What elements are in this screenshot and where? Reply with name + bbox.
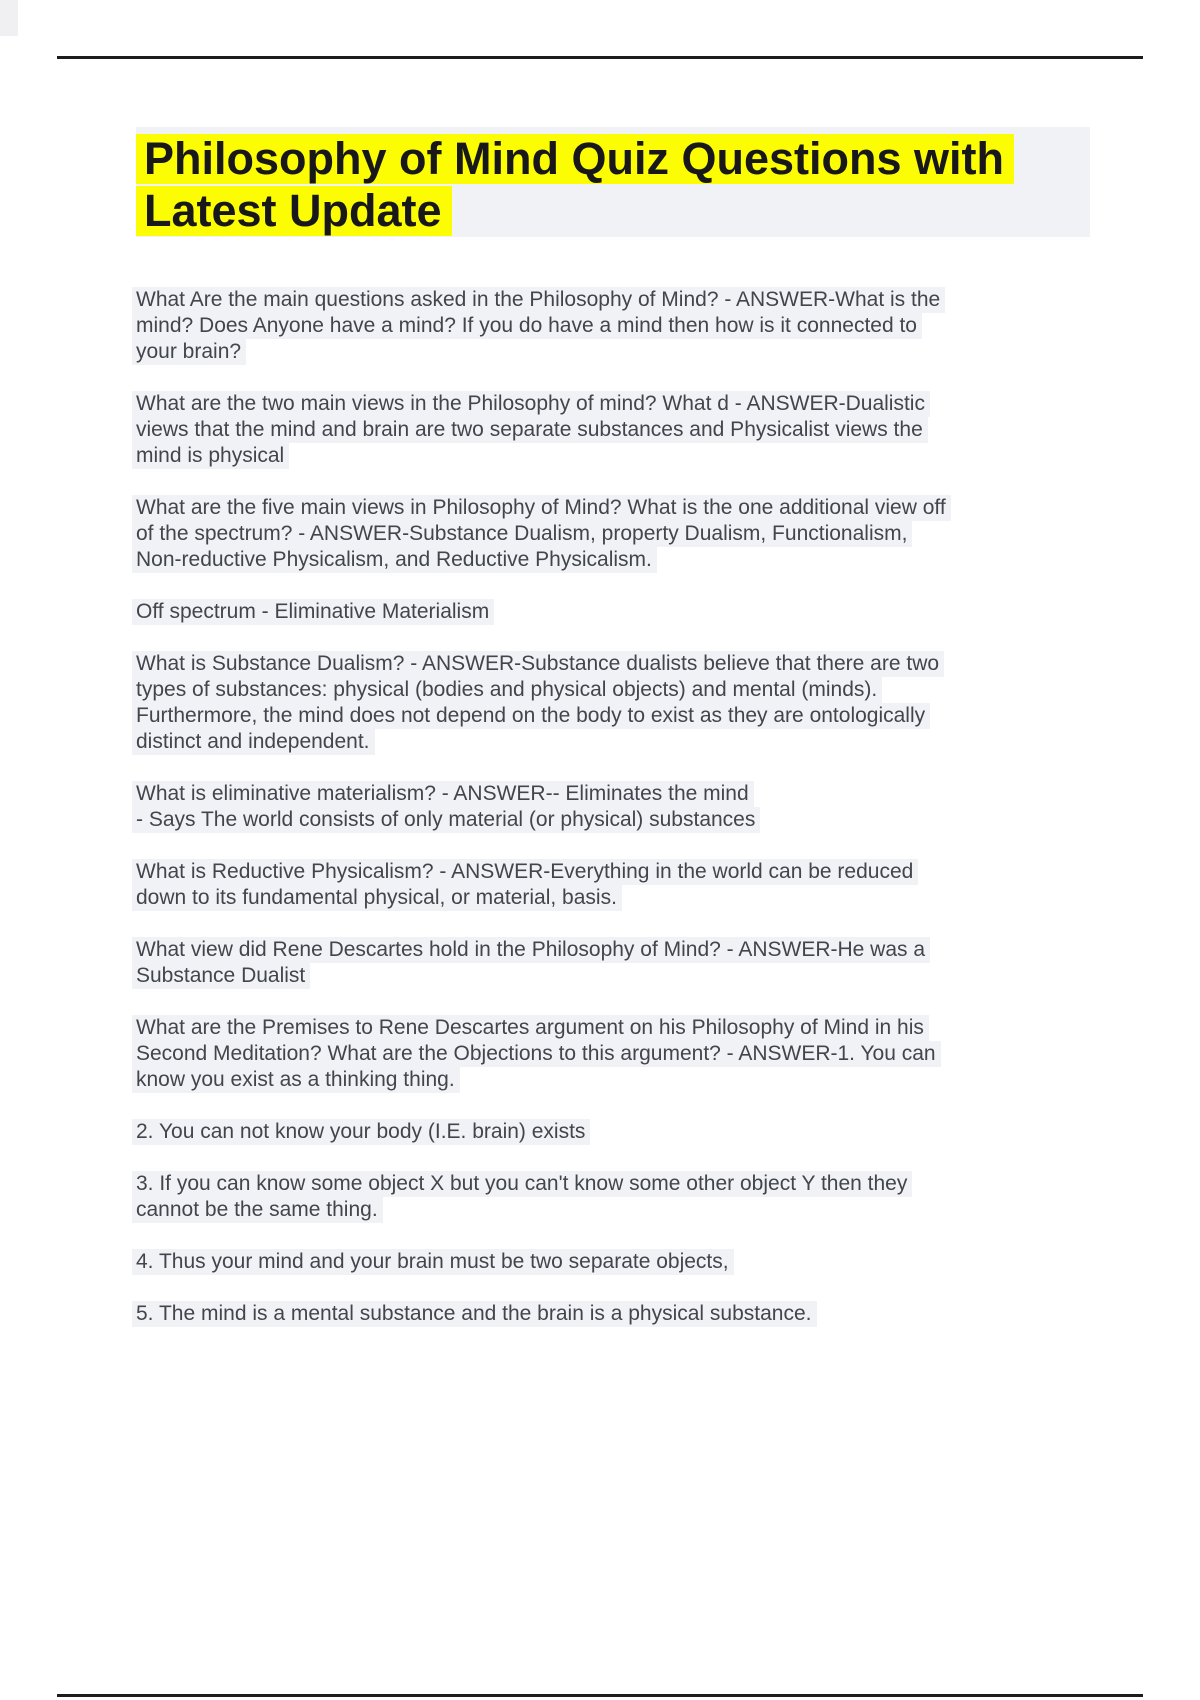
qa-paragraph-list xyxy=(136,287,1090,1327)
text-line: 2. You can not know your body (I.E. brain) exists xyxy=(132,1119,590,1145)
text-line: views that the mind and brain are two separate substances and Physicalist views the xyxy=(132,417,928,443)
qa-paragraph xyxy=(136,495,1090,573)
text-line: What is Reductive Physicalism? - ANSWER-Everything in the world can be reduced xyxy=(132,859,918,885)
text-line: mind is physical xyxy=(132,443,289,469)
document-content xyxy=(136,127,1090,1353)
text-line: Substance Dualist xyxy=(132,963,310,989)
text-line: Non-reductive Physicalism, and Reductive Physicalism. xyxy=(132,547,657,573)
qa-paragraph xyxy=(136,937,1090,989)
text-line: What is Substance Dualism? - ANSWER-Substance dualists believe that there are two xyxy=(132,651,944,677)
top-border-rule xyxy=(57,56,1143,59)
qa-paragraph xyxy=(136,859,1090,911)
qa-paragraph xyxy=(136,599,1090,625)
text-line: mind? Does Anyone have a mind? If you do have a mind then how is it connected to xyxy=(132,313,922,339)
text-line: down to its fundamental physical, or material, basis. xyxy=(132,885,622,911)
text-line: 5. The mind is a mental substance and the brain is a physical substance. xyxy=(132,1301,817,1327)
qa-paragraph xyxy=(136,651,1090,755)
text-line: Furthermore, the mind does not depend on the body to exist as they are ontologically xyxy=(132,703,930,729)
text-line: 4. Thus your mind and your brain must be two separate objects, xyxy=(132,1249,734,1275)
qa-paragraph xyxy=(136,1015,1090,1093)
text-line: What view did Rene Descartes hold in the Philosophy of Mind? - ANSWER-He was a xyxy=(132,937,930,963)
text-line: What Are the main questions asked in the Philosophy of Mind? - ANSWER-What is the xyxy=(132,287,945,313)
scan-artifact xyxy=(0,0,18,36)
text-line: - Says The world consists of only material (or physical) substances xyxy=(132,807,760,833)
qa-paragraph xyxy=(136,1119,1090,1145)
text-line: What are the Premises to Rene Descartes argument on his Philosophy of Mind in his xyxy=(132,1015,929,1041)
qa-paragraph xyxy=(136,1249,1090,1275)
qa-paragraph xyxy=(136,391,1090,469)
text-line: distinct and independent. xyxy=(132,729,375,755)
text-line: What are the two main views in the Philosophy of mind? What d - ANSWER-Dualistic xyxy=(132,391,930,417)
text-line: Off spectrum - Eliminative Materialism xyxy=(132,599,494,625)
text-line: What are the five main views in Philosophy of Mind? What is the one additional view off xyxy=(132,495,951,521)
text-line: your brain? xyxy=(132,339,246,365)
text-line: Second Meditation? What are the Objections to this argument? - ANSWER-1. You can xyxy=(132,1041,941,1067)
text-line: cannot be the same thing. xyxy=(132,1197,383,1223)
text-line: types of substances: physical (bodies and physical objects) and mental (minds). xyxy=(132,677,882,703)
text-line: What is eliminative materialism? - ANSWER-- Eliminates the mind xyxy=(132,781,754,807)
qa-paragraph xyxy=(136,1171,1090,1223)
bottom-border-rule xyxy=(57,1694,1143,1697)
qa-paragraph xyxy=(136,287,1090,365)
page-title xyxy=(136,127,1090,237)
qa-paragraph xyxy=(136,781,1090,833)
title-line: Latest Update xyxy=(136,186,452,236)
qa-paragraph xyxy=(136,1301,1090,1327)
text-line: 3. If you can know some object X but you can't know some other object Y then they xyxy=(132,1171,912,1197)
title-line: Philosophy of Mind Quiz Questions with xyxy=(136,134,1014,184)
text-line: of the spectrum? - ANSWER-Substance Dualism, property Dualism, Functionalism, xyxy=(132,521,912,547)
text-line: know you exist as a thinking thing. xyxy=(132,1067,460,1093)
